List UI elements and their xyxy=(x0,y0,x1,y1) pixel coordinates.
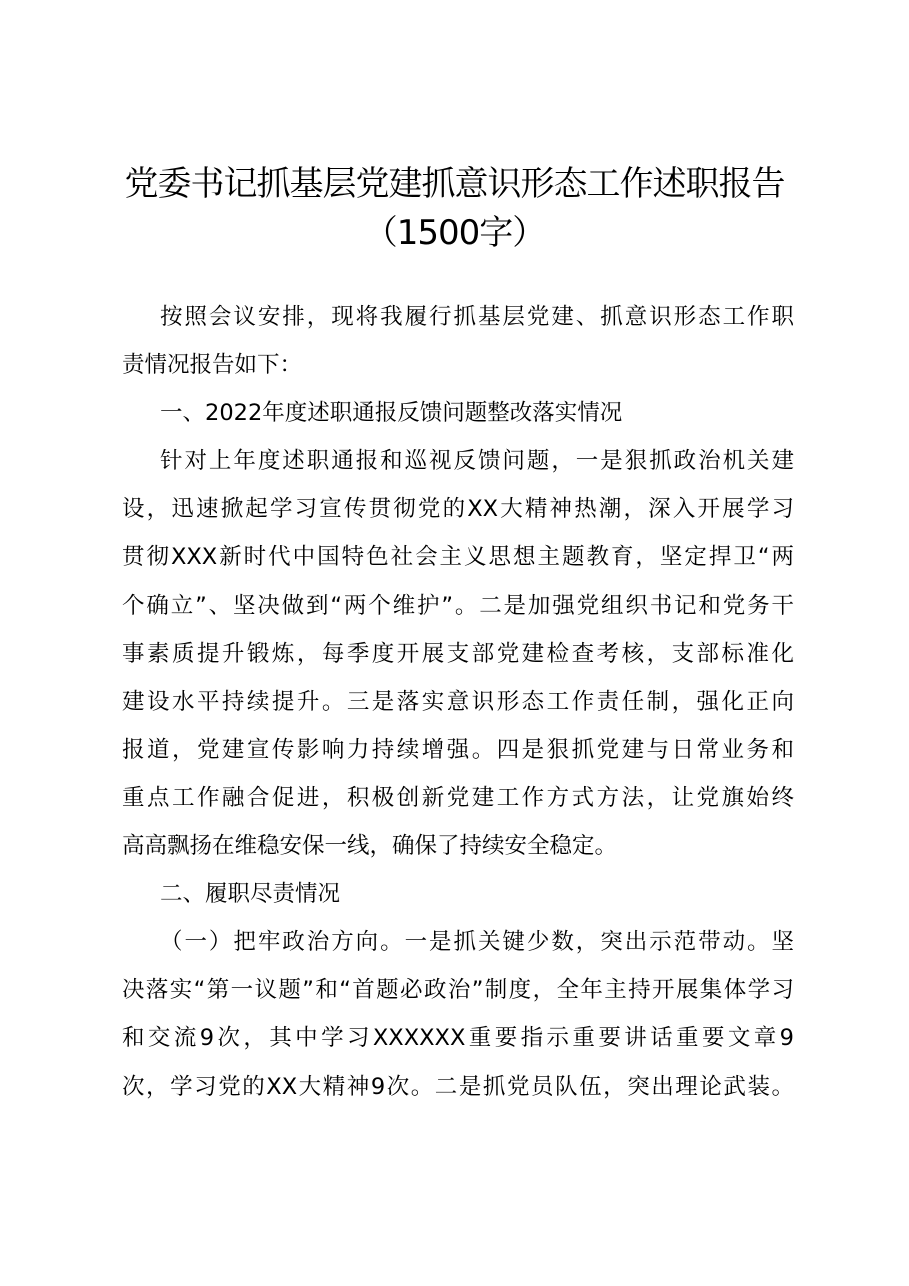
body-text-line: 二、履职尽责情况 xyxy=(160,881,341,908)
body-text-line: 贯彻XXX新时代中国特色社会主义思想主题教育，坚定捍卫“两 xyxy=(122,544,794,571)
document-body xyxy=(122,293,794,1111)
document-title-subtitle: （1500字） xyxy=(363,213,546,253)
body-text-line: 和交流9次，其中学习XXXXXX重要指示重要讲话重要文章9 xyxy=(122,1025,794,1052)
body-text-line: 高高飘扬在维稳安保一线，确保了持续安全稳定。 xyxy=(122,833,618,860)
body-text-line: 按照会议安排，现将我履行抓基层党建、抓意识形态工作职 xyxy=(160,304,794,330)
body-text-line: 设，迅速掀起学习宣传贯彻党的XX大精神热潮，深入开展学习 xyxy=(122,496,794,523)
body-text-line: 个确立”、坚决做到“两个维护”。二是加强党组织书记和党务干 xyxy=(122,592,794,619)
body-text-line: 决落实“第一议题”和“首题必政治”制度，全年主持开展集体学习 xyxy=(122,977,794,1004)
body-text-line: 事素质提升锻炼，每季度开展支部党建检查考核，支部标准化 xyxy=(122,640,794,667)
body-text-line: （一）把牢政治方向。一是抓关键少数，突出示范带动。坚 xyxy=(160,929,794,956)
body-text-line: 责情况报告如下： xyxy=(122,352,303,379)
body-text-line: 一、2022年度述职通报反馈问题整改落实情况 xyxy=(160,400,623,427)
body-text-line: 次，学习党的XX大精神9次。二是抓党员队伍，突出理论武装。 xyxy=(122,1073,794,1100)
document-title: 党委书记抓基层党建抓意识形态工作述职报告 xyxy=(124,164,785,204)
body-text-line: 针对上年度述职通报和巡视反馈问题，一是狠抓政治机关建 xyxy=(160,448,794,475)
body-text-line: 重点工作融合促进，积极创新党建工作方式方法，让党旗始终 xyxy=(122,784,794,811)
body-text-line: 建设水平持续提升。三是落实意识形态工作责任制，强化正向 xyxy=(122,688,794,715)
body-text-line: 报道，党建宣传影响力持续增强。四是狠抓党建与日常业务和 xyxy=(122,736,794,763)
